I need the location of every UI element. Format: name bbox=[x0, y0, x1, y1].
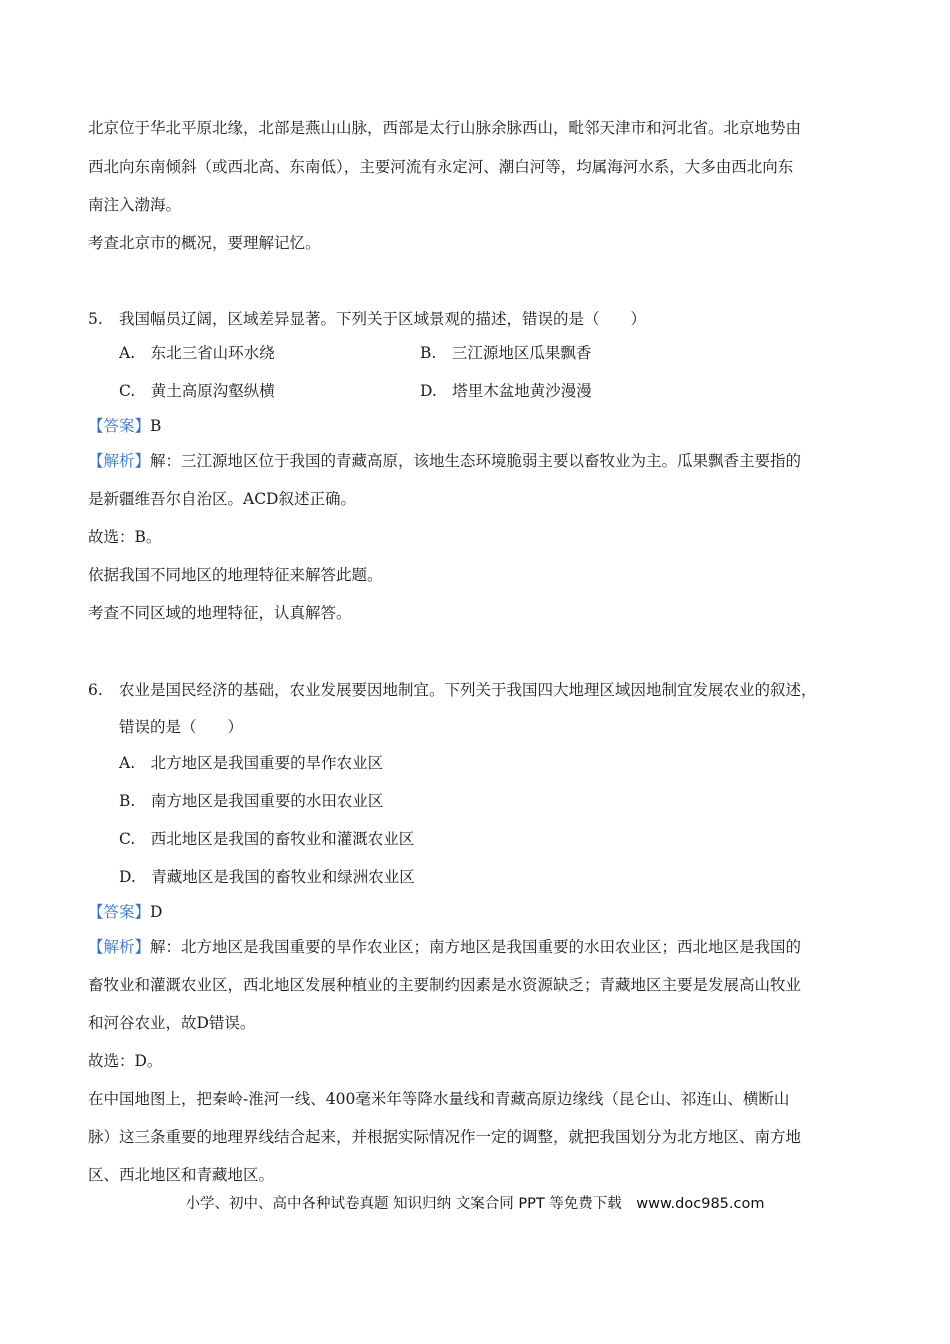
q6-answer-value: D bbox=[150, 903, 163, 921]
q5-answer-value: B bbox=[150, 417, 162, 435]
page-footer: 小学、初中、高中各种试卷真题 知识归纳 文案合同 PPT 等免费下载 www.doc985.com bbox=[185, 1196, 765, 1212]
q5-analysis-line-2: 是新疆维吾尔自治区。ACD叙述正确。 bbox=[88, 490, 356, 508]
intro-line-2: 西北向东南倾斜（或西北高、东南低），主要河流有永定河、潮白河等，均属海河水系，大多由西北向东 bbox=[88, 158, 794, 176]
q6-option-a: A. 北方地区是我国重要的旱作农业区 bbox=[119, 754, 384, 772]
q5-option-a: A. 东北三省山环水绕 bbox=[119, 344, 275, 362]
q6-analysis-line-4: 故选：D。 bbox=[88, 1052, 163, 1070]
q6-option-b: B. 南方地区是我国重要的水田农业区 bbox=[119, 792, 384, 810]
q5-answer bbox=[88, 416, 161, 436]
q5-analysis-text-1: 解：三江源地区位于我国的青藏高原，该地生态环境脆弱主要以畜牧业为主。瓜果飘香主要指的 bbox=[150, 452, 802, 470]
q6-analysis-line-5: 在中国地图上，把秦岭-淮河一线、400毫米年等降水量线和青藏高原边缘线（昆仑山、祁连山、横断山 bbox=[88, 1090, 790, 1108]
q6-answer-tag: 【答案】 bbox=[88, 903, 151, 921]
q5-analysis-line-5: 考查不同区域的地理特征，认真解答。 bbox=[88, 604, 352, 622]
q6-analysis-line-7: 区、西北地区和青藏地区。 bbox=[88, 1166, 275, 1184]
q5-option-d: D. 塔里木盆地黄沙漫漫 bbox=[420, 382, 592, 400]
q5-analysis-line-3: 故选：B。 bbox=[88, 528, 162, 546]
intro-line-4: 考查北京市的概况，要理解记忆。 bbox=[88, 234, 321, 252]
q5-option-b: B. 三江源地区瓜果飘香 bbox=[420, 344, 592, 362]
q6-analysis-tag: 【解析】 bbox=[88, 938, 151, 956]
q5-analysis-line-1 bbox=[88, 451, 801, 471]
q6-analysis-text-1: 解：北方地区是我国重要的旱作农业区；南方地区是我国重要的水田农业区；西北地区是我国的 bbox=[150, 938, 802, 956]
q6-analysis-line-3: 和河谷农业，故D错误。 bbox=[88, 1014, 256, 1032]
q6-stem-line-2: 错误的是（ ） bbox=[119, 718, 244, 736]
q5-option-c: C. 黄土高原沟壑纵横 bbox=[119, 382, 275, 400]
q6-option-d: D. 青藏地区是我国的畜牧业和绿洲农业区 bbox=[119, 868, 415, 886]
q5-answer-tag: 【答案】 bbox=[88, 417, 151, 435]
intro-line-3: 南注入渤海。 bbox=[88, 196, 182, 214]
q5-number: 5. bbox=[88, 310, 103, 328]
q6-analysis-line-1 bbox=[88, 937, 801, 957]
q5-analysis-tag: 【解析】 bbox=[88, 452, 151, 470]
q5-stem: 我国幅员辽阔，区域差异显著。下列关于区域景观的描述，错误的是（ ） bbox=[119, 310, 647, 328]
q6-answer bbox=[88, 902, 162, 922]
q6-number: 6. bbox=[88, 681, 103, 699]
q5-analysis-line-4: 依据我国不同地区的地理特征来解答此题。 bbox=[88, 566, 383, 584]
q6-analysis-line-6: 脉）这三条重要的地理界线结合起来，并根据实际情况作一定的调整，就把我国划分为北方地区、南方地 bbox=[88, 1128, 802, 1146]
q6-analysis-line-2: 畜牧业和灌溉农业区，西北地区发展种植业的主要制约因素是水资源缺乏；青藏地区主要是发展高山牧业 bbox=[88, 976, 802, 994]
intro-line-1: 北京位于华北平原北缘，北部是燕山山脉，西部是太行山脉余脉西山，毗邻天津市和河北省。北京地势由 bbox=[88, 119, 802, 137]
q6-option-c: C. 西北地区是我国的畜牧业和灌溉农业区 bbox=[119, 830, 415, 848]
q6-stem-line-1: 农业是国民经济的基础，农业发展要因地制宜。下列关于我国四大地理区域因地制宜发展农业的叙述， bbox=[119, 681, 817, 699]
